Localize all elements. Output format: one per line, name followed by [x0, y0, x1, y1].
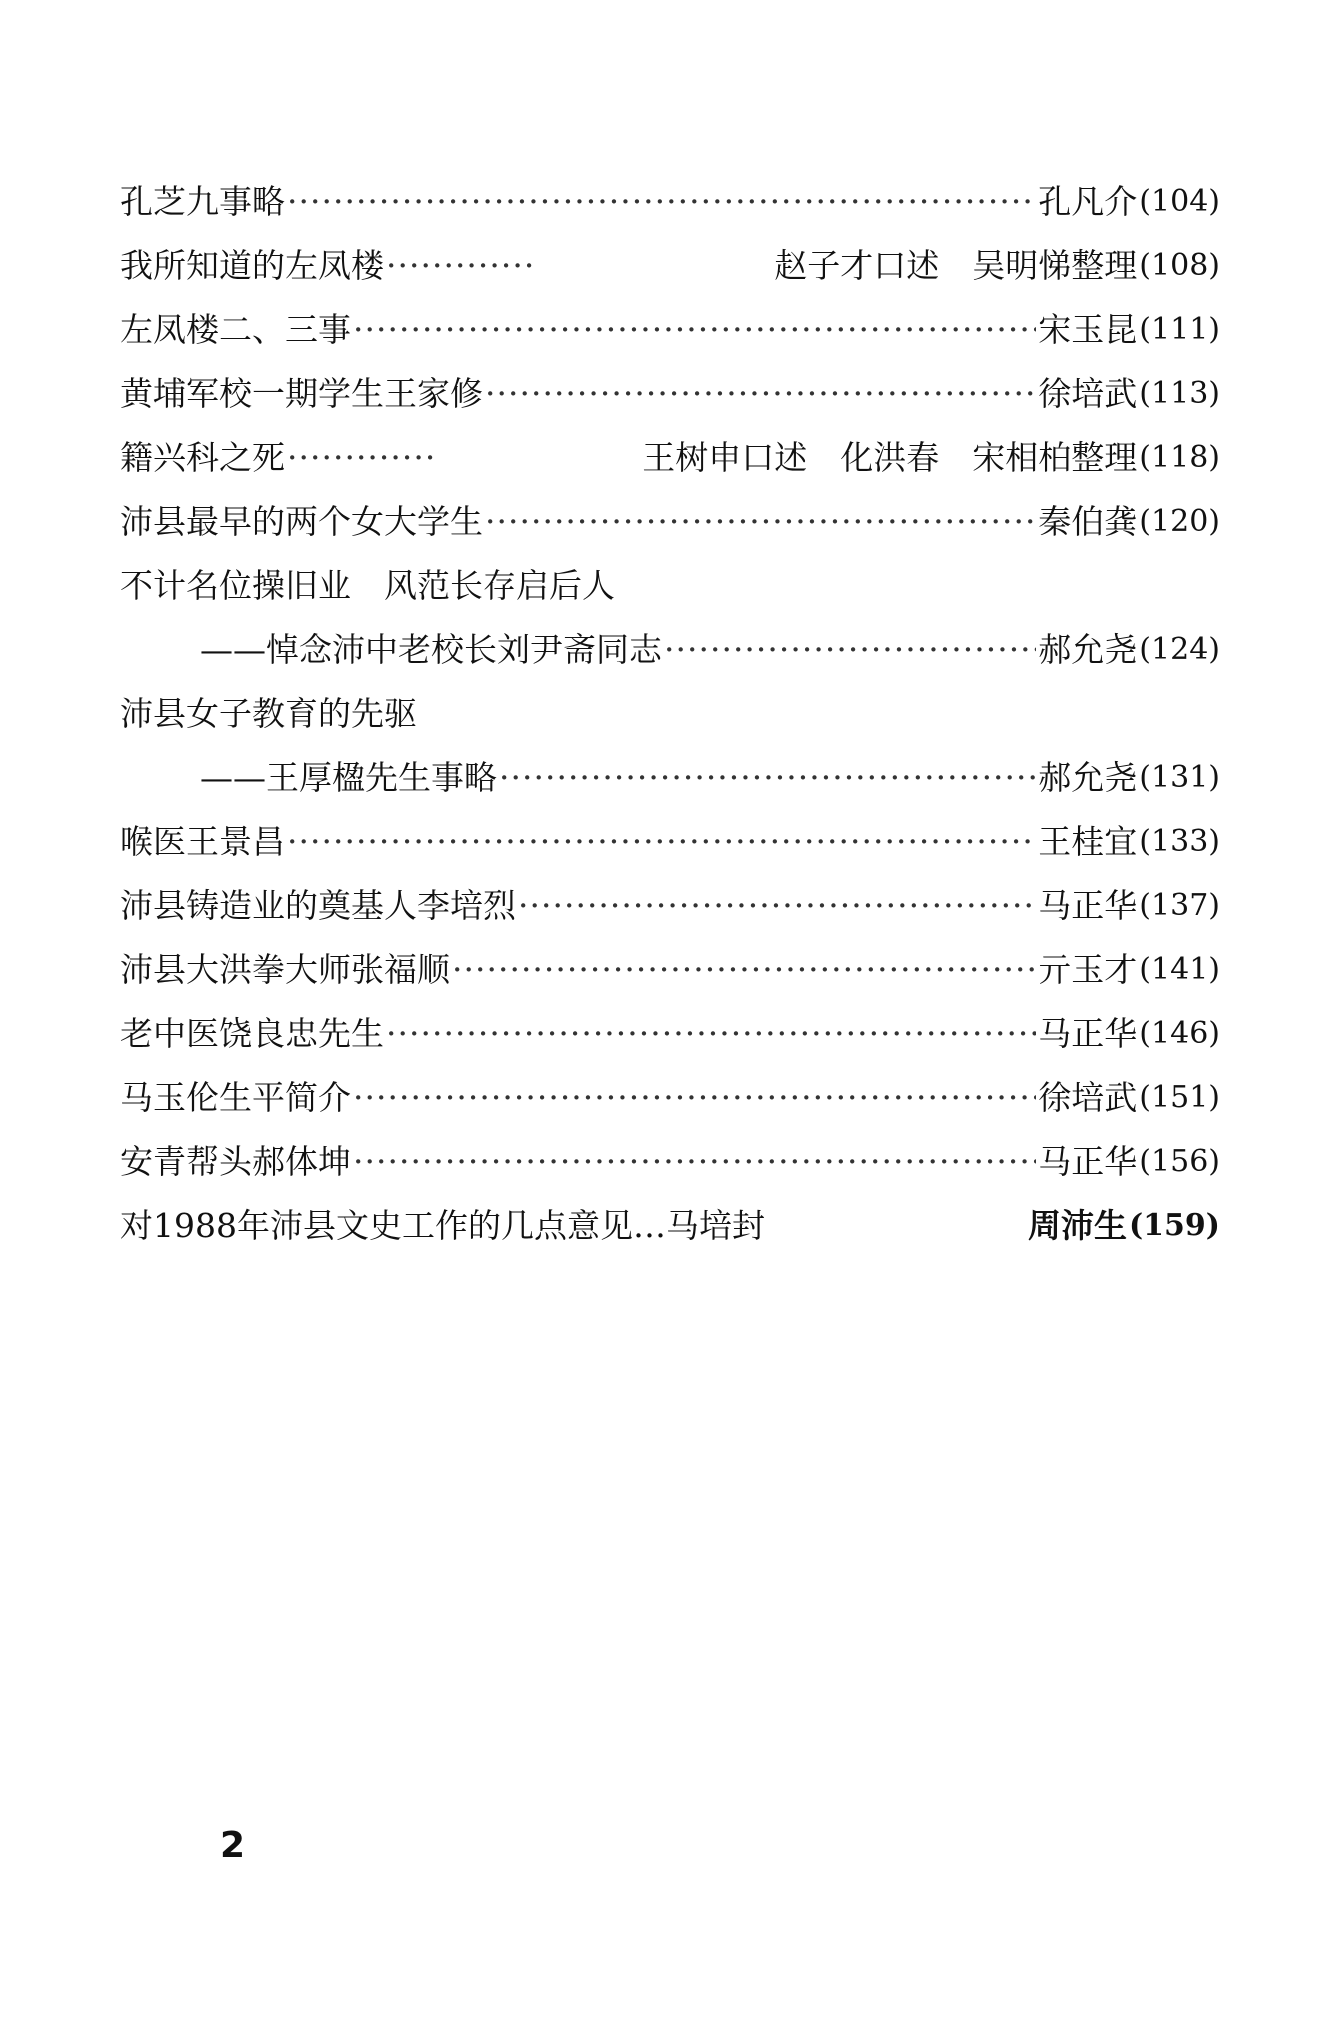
toc-entry — [120, 298, 1220, 362]
entry-author: 马正华 — [1038, 1014, 1138, 1053]
entry-subtitle: ——王厚楹先生事略 — [200, 758, 497, 797]
entry-title: 马玉伦生平简介 — [120, 1078, 351, 1117]
toc-entry — [120, 234, 1220, 298]
entry-credit: 王树申口述 化洪春 宋相柏整理 — [642, 438, 1138, 477]
entry-page: (156) — [1139, 1144, 1220, 1179]
entry-title: 对1988年沛县文史工作的几点意见…马培封 — [120, 1206, 765, 1245]
entry-page: (113) — [1139, 376, 1220, 411]
entry-title: 沛县女子教育的先驱 — [120, 694, 417, 733]
toc-entry-heading — [120, 554, 1220, 618]
leader-dots — [485, 490, 1036, 554]
entry-author: 亓玉才 — [1038, 950, 1138, 989]
page-number: 2 — [220, 1825, 246, 1866]
toc-entry-heading — [120, 682, 1220, 746]
toc-entry — [120, 874, 1220, 938]
entry-page: (159) — [1128, 1208, 1220, 1243]
leader-dots — [287, 810, 1036, 874]
entry-credit: 赵子才口述 吴明悌整理 — [774, 246, 1138, 285]
entry-author: 秦伯龚 — [1038, 502, 1138, 541]
leader-dots — [386, 234, 536, 298]
entry-title: 不计名位操旧业 风范长存启后人 — [120, 566, 615, 605]
toc-entry — [120, 490, 1220, 554]
toc-entry — [120, 746, 1220, 810]
leader-dots — [353, 298, 1036, 362]
entry-author: 孔凡介 — [1038, 182, 1138, 221]
leader-dots — [287, 170, 1036, 234]
table-of-contents — [120, 170, 1220, 1258]
entry-page: (104) — [1139, 184, 1220, 219]
entry-title: 喉医王景昌 — [120, 822, 285, 861]
entry-title: 籍兴科之死 — [120, 438, 285, 477]
toc-entry — [120, 170, 1220, 234]
leader-dots — [287, 426, 437, 490]
toc-entry — [120, 810, 1220, 874]
entry-title: 我所知道的左凤楼 — [120, 246, 384, 285]
entry-author: 宋玉昆 — [1038, 310, 1138, 349]
entry-title: 左凤楼二、三事 — [120, 310, 351, 349]
toc-entry — [120, 1194, 1220, 1258]
toc-entry — [120, 938, 1220, 1002]
leader-dots — [485, 362, 1036, 426]
entry-page: (111) — [1139, 312, 1220, 347]
entry-page: (131) — [1139, 760, 1220, 795]
entry-author: 郝允尧 — [1038, 630, 1138, 669]
toc-entry — [120, 362, 1220, 426]
entry-author: 徐培武 — [1038, 374, 1138, 413]
entry-page: (146) — [1139, 1016, 1220, 1051]
entry-author: 王桂宜 — [1038, 822, 1138, 861]
entry-page: (120) — [1139, 504, 1220, 539]
entry-title: 沛县铸造业的奠基人李培烈 — [120, 886, 516, 925]
entry-page: (118) — [1139, 440, 1220, 475]
entry-page: (141) — [1139, 952, 1220, 987]
leader-dots — [664, 618, 1036, 682]
entry-page: (108) — [1139, 248, 1220, 283]
leader-dots — [353, 1130, 1036, 1194]
entry-author: 周沛生 — [1027, 1206, 1127, 1245]
entry-title: 黄埔军校一期学生王家修 — [120, 374, 483, 413]
toc-entry — [120, 1130, 1220, 1194]
leader-dots — [452, 938, 1036, 1002]
leader-dots — [353, 1066, 1036, 1130]
toc-entry — [120, 426, 1220, 490]
entry-page: (124) — [1139, 632, 1220, 667]
entry-author: 郝允尧 — [1038, 758, 1138, 797]
entry-author: 徐培武 — [1038, 1078, 1138, 1117]
entry-author: 马正华 — [1038, 1142, 1138, 1181]
entry-title: 沛县最早的两个女大学生 — [120, 502, 483, 541]
entry-title: 老中医饶良忠先生 — [120, 1014, 384, 1053]
toc-entry — [120, 1066, 1220, 1130]
entry-title: 安青帮头郝体坤 — [120, 1142, 351, 1181]
leader-dots — [386, 1002, 1036, 1066]
entry-author: 马正华 — [1038, 886, 1138, 925]
entry-page: (137) — [1139, 888, 1220, 923]
entry-subtitle: ——悼念沛中老校长刘尹斋同志 — [200, 630, 662, 669]
leader-dots — [518, 874, 1036, 938]
entry-page: (151) — [1139, 1080, 1220, 1115]
entry-title: 沛县大洪拳大师张福顺 — [120, 950, 450, 989]
entry-title: 孔芝九事略 — [120, 182, 285, 221]
toc-entry — [120, 1002, 1220, 1066]
entry-page: (133) — [1139, 824, 1220, 859]
leader-dots — [499, 746, 1036, 810]
toc-entry — [120, 618, 1220, 682]
